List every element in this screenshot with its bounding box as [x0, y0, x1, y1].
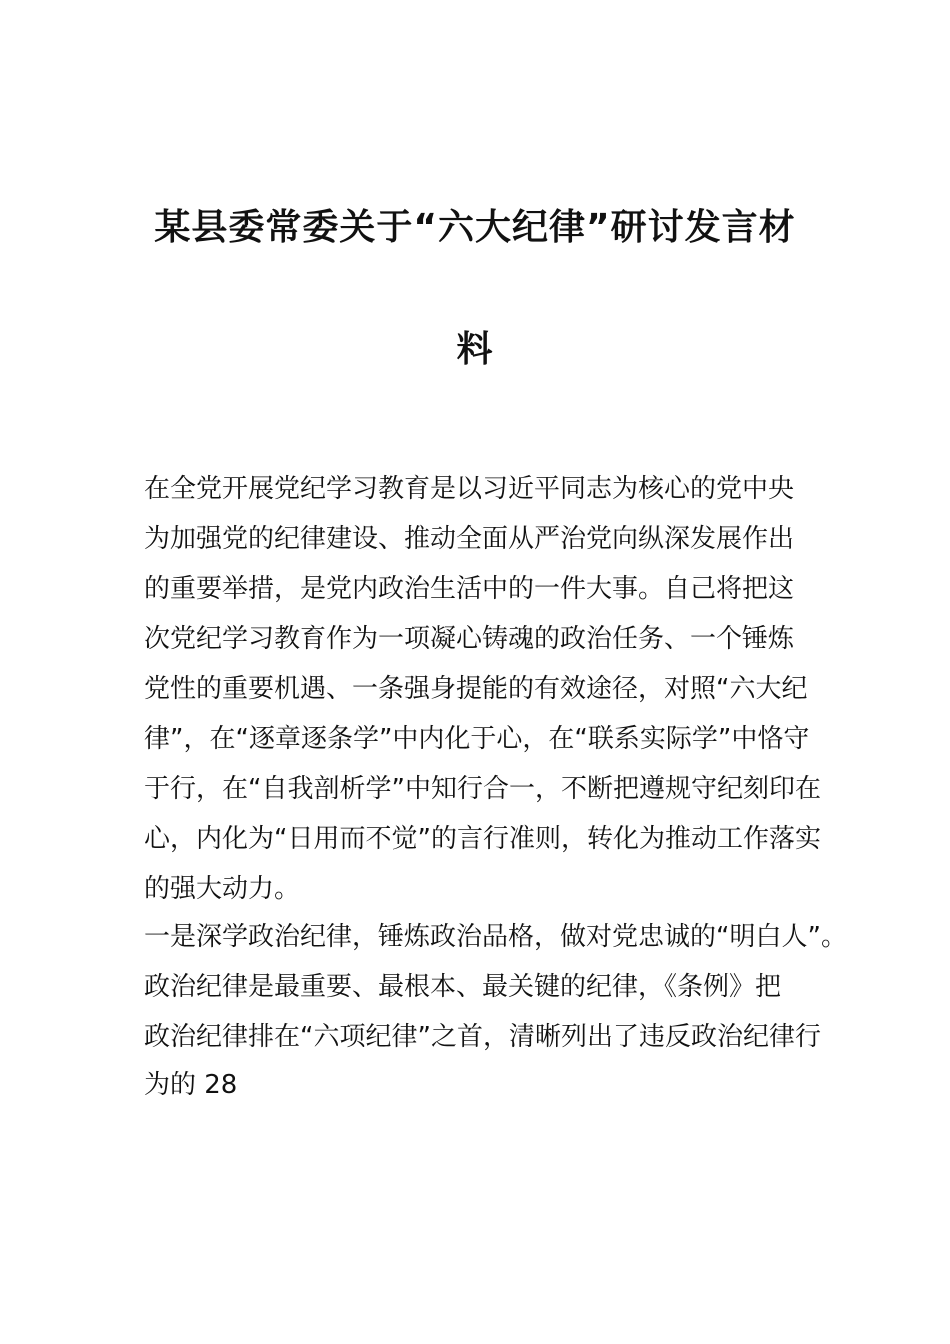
body-line: 为加强党的纪律建设、推动全面从严治党向纵深发展作出 [144, 524, 795, 554]
body-line: 于行，在“自我剖析学”中知行合一，不断把遵规守纪刻印在 [144, 774, 821, 804]
body-line: 在全党开展党纪学习教育是以习近平同志为核心的党中央 [144, 474, 795, 504]
document-title-line-2: 料 [456, 329, 494, 370]
body-line: 政治纪律是最重要、最根本、最关键的纪律，《条例》把 [144, 972, 782, 1002]
body-line: 律”，在“逐章逐条学”中内化于心，在“联系实际学”中恪守 [144, 724, 810, 754]
document-title-line-1: 某县委常委关于“六大纪律”研讨发言材 [154, 207, 796, 248]
body-line: 党性的重要机遇、一条强身提能的有效途径，对照“六大纪 [144, 674, 808, 704]
body-line: 的强大动力。 [144, 874, 301, 904]
body-line: 次党纪学习教育作为一项凝心铸魂的政治任务、一个锤炼 [144, 624, 795, 654]
body-line: 为的 28 [144, 1070, 238, 1100]
body-line: 心，内化为“日用而不觉”的言行准则，转化为推动工作落实 [144, 824, 821, 854]
body-line: 政治纪律排在“六项纪律”之首，清晰列出了违反政治纪律行 [144, 1022, 821, 1052]
section-heading-line: 一是深学政治纪律，锤炼政治品格，做对党忠诚的“明白人”。 [144, 922, 847, 952]
body-line: 的重要举措，是党内政治生活中的一件大事。自己将把这 [144, 574, 795, 604]
